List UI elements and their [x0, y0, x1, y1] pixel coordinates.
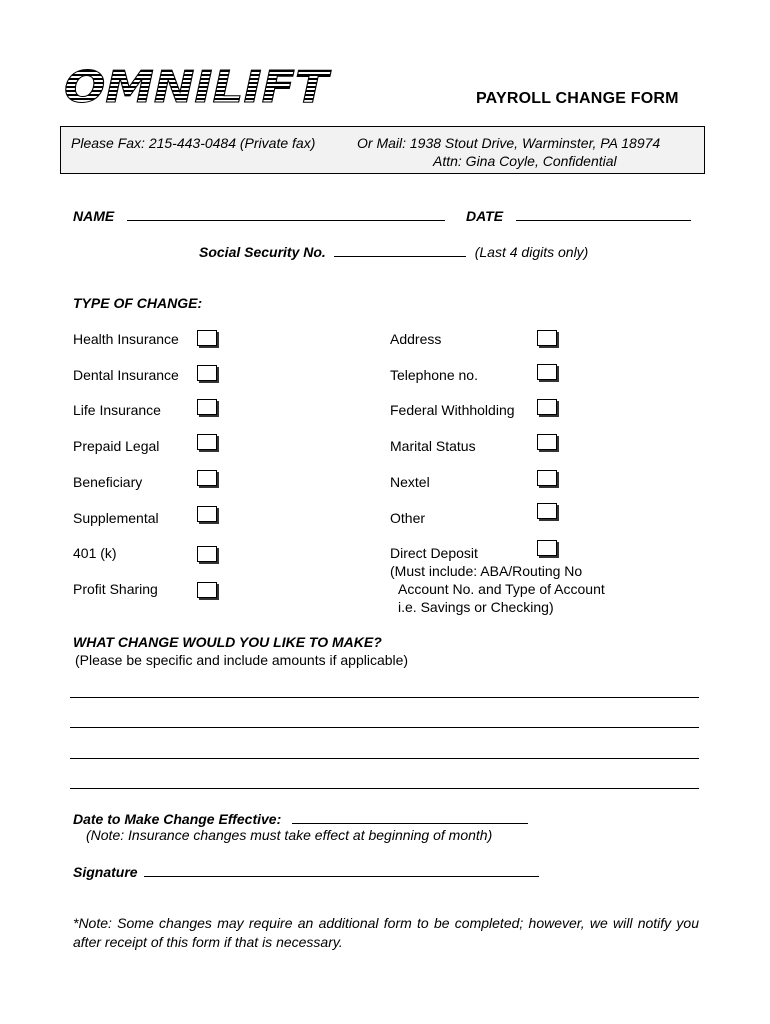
checkbox-life-insurance[interactable]: [197, 399, 217, 415]
omnilift-logo-graphic: [62, 62, 332, 110]
checkbox-beneficiary[interactable]: [197, 470, 217, 486]
change-line-2[interactable]: [70, 727, 699, 728]
option-prepaid-legal: Prepaid Legal: [73, 438, 160, 454]
signature-row: [73, 862, 539, 882]
effective-date-row: [73, 809, 528, 829]
option-life-insurance: Life Insurance: [73, 402, 161, 418]
option-supplemental: Supplemental: [73, 510, 159, 526]
name-row: [73, 206, 445, 226]
change-subheading: (Please be specific and include amounts if applicable): [75, 652, 409, 668]
checkbox-federal-withholding[interactable]: [537, 399, 557, 415]
mail-address: Or Mail: 1938 Stout Drive, Warminster, PA 18974: [357, 135, 661, 151]
option-other: Other: [390, 510, 426, 526]
ssn-note: (Last 4 digits only): [474, 244, 589, 260]
direct-deposit-note-line1: (Must include: ABA/Routing No: [390, 563, 583, 579]
signature-label: Signature: [73, 864, 138, 880]
logo-text: OMNILIFT: [64, 62, 332, 110]
option-health-insurance: Health Insurance: [73, 331, 179, 347]
ssn-label: Social Security No.: [199, 244, 326, 260]
checkbox-marital-status[interactable]: [537, 434, 557, 450]
footer-note: *Note: Some changes may require an additional form to be completed; however, we will notify you after receipt of this form if that is necessary.: [73, 915, 699, 950]
option-telephone: Telephone no.: [390, 367, 478, 383]
name-label: NAME: [73, 208, 115, 224]
change-line-1[interactable]: [70, 697, 699, 698]
checkbox-profit-sharing[interactable]: [197, 582, 217, 598]
option-address: Address: [390, 331, 442, 347]
omnilift-logo: [62, 62, 332, 110]
effective-date-note: (Note: Insurance changes must take effect at beginning of month): [86, 827, 493, 843]
fax-info: Please Fax: 215-443-0484 (Private fax): [71, 135, 316, 151]
option-dental-insurance: Dental Insurance: [73, 367, 179, 383]
date-field[interactable]: [516, 206, 691, 221]
option-federal-withholding: Federal Withholding: [390, 402, 515, 418]
checkbox-supplemental[interactable]: [197, 506, 217, 522]
direct-deposit-note-line3: i.e. Savings or Checking): [398, 599, 554, 615]
option-profit-sharing: Profit Sharing: [73, 581, 158, 597]
checkbox-address[interactable]: [537, 330, 557, 346]
option-401k: 401 (k): [73, 545, 117, 561]
date-row: [466, 206, 691, 226]
option-nextel: Nextel: [390, 474, 430, 490]
form-title: PAYROLL CHANGE FORM: [476, 90, 679, 107]
checkbox-prepaid-legal[interactable]: [197, 434, 217, 450]
checkbox-nextel[interactable]: [537, 470, 557, 486]
ssn-field[interactable]: [334, 242, 466, 257]
ssn-row: [199, 242, 588, 262]
option-direct-deposit: Direct Deposit: [390, 545, 478, 561]
direct-deposit-note-line2: Account No. and Type of Account: [398, 581, 605, 597]
checkbox-dental-insurance[interactable]: [197, 365, 217, 381]
change-line-4[interactable]: [70, 788, 699, 789]
effective-date-label: Date to Make Change Effective:: [73, 811, 282, 827]
date-label: DATE: [466, 208, 504, 224]
signature-field[interactable]: [144, 862, 539, 877]
effective-date-field[interactable]: [292, 809, 528, 824]
option-beneficiary: Beneficiary: [73, 474, 143, 490]
checkbox-direct-deposit[interactable]: [537, 540, 557, 556]
name-field[interactable]: [127, 206, 445, 221]
contact-box: [60, 126, 705, 174]
checkbox-401k[interactable]: [197, 546, 217, 562]
checkbox-health-insurance[interactable]: [197, 330, 217, 346]
mail-attention: Attn: Gina Coyle, Confidential: [433, 153, 617, 169]
change-line-3[interactable]: [70, 758, 699, 759]
checkbox-telephone[interactable]: [537, 364, 557, 380]
checkbox-other[interactable]: [537, 503, 557, 519]
change-heading: WHAT CHANGE WOULD YOU LIKE TO MAKE?: [73, 634, 382, 650]
type-of-change-heading: TYPE OF CHANGE:: [73, 295, 203, 311]
option-marital-status: Marital Status: [390, 438, 476, 454]
